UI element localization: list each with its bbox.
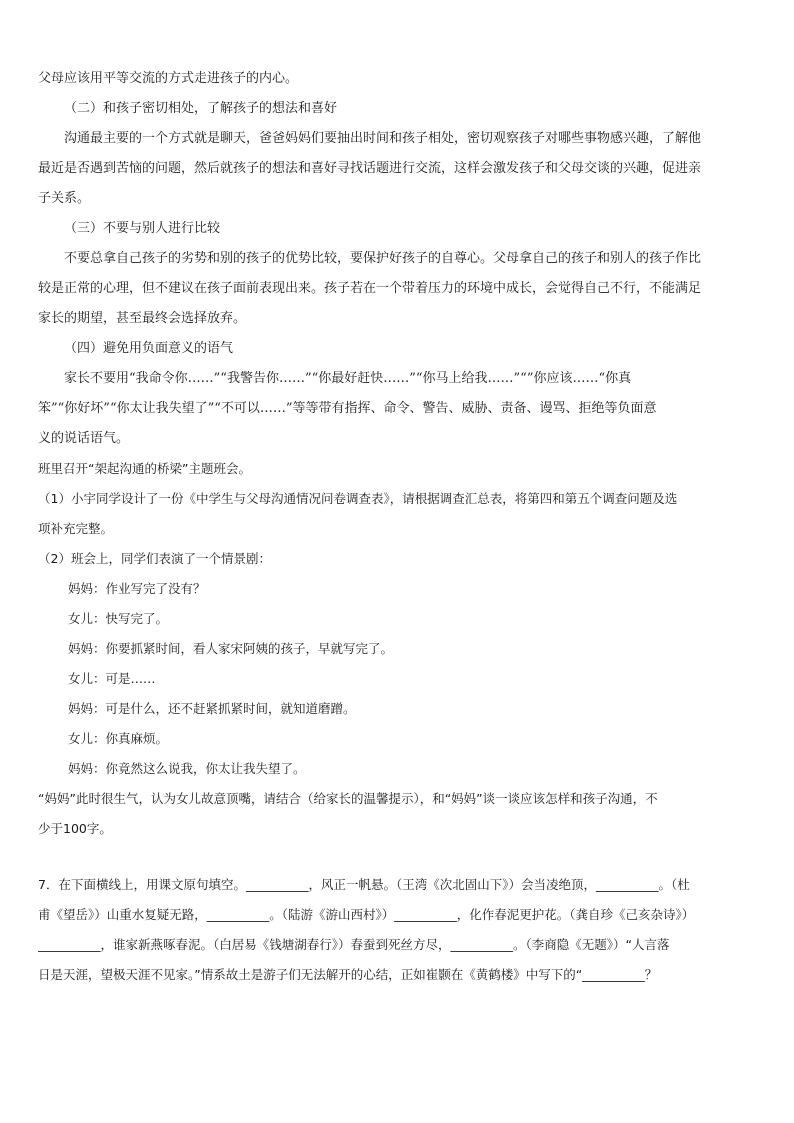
article-line: 较是正常的心理，但不建议在孩子面前表现出来。孩子若在一个带着压力的环境中成长，会觉得自己不行，不能满足	[38, 281, 702, 296]
article-line: 沟通最主要的一个方式就是聊天，爸爸妈妈们要抽出时间和孩子相处，密切观察孩子对哪些事物感兴趣，了解他	[64, 131, 702, 146]
section-heading-2: （二）和孩子密切相处，了解孩子的想法和喜好	[64, 101, 338, 116]
article-line: 家长的期望，甚至最终会选择放弃。	[38, 311, 247, 326]
question-2: （2）班会上，同学们表演了一个情景剧：	[38, 551, 271, 566]
dialogue-line: 妈妈：你要抓紧时间，看人家宋阿姨的孩子，早就写完了。	[68, 641, 394, 656]
question-7-cont: 甫《望岳》）山重水复疑无路，__________。（陆游《游山西村》）__________，化作春泥更护花。（龚自珍《己亥杂诗》）	[38, 907, 695, 922]
dialogue-line: 妈妈：可是什么，还不赶紧抓紧时间，就知道磨蹭。	[68, 701, 356, 716]
section-heading-4: （四）避免用负面意义的语气	[64, 341, 234, 356]
dialogue-line: 女儿：快写完了。	[68, 611, 169, 626]
article-line: 义的说话语气。	[38, 431, 130, 446]
question-1-cont: 项补充完整。	[38, 521, 114, 536]
question-2-prompt: “妈妈”此时很生气，认为女儿故意顶嘴，请结合（给家长的温馨提示），和“妈妈”谈一谈应该怎样和孩子沟通，不	[38, 791, 658, 806]
dialogue-line: 妈妈：你竟然这么说我，你太让我失望了。	[68, 761, 306, 776]
dialogue-line: 女儿：你真麻烦。	[68, 731, 169, 746]
article-line: 子关系。	[38, 191, 91, 206]
task-intro: 班里召开“架起沟通的桥梁”主题班会。	[38, 461, 251, 476]
article-line: 最近是否遇到苦恼的问题，然后就孩子的想法和喜好寻找话题进行交流，这样会激发孩子和父母交谈的兴趣，促进亲	[38, 161, 702, 176]
question-2-prompt-cont: 少于100字。	[38, 821, 112, 836]
question-1: （1）小宇同学设计了一份《中学生与父母沟通情况问卷调查表》，请根据调查汇总表，将第四和第五个调查问题及选	[38, 491, 678, 506]
question-7: 7．在下面横线上，用课文原句填空。__________，风正一帆悬。（王湾《次北固山下》）会当凌绝顶，__________。（杜	[38, 877, 690, 892]
section-heading-3: （三）不要与别人进行比较	[64, 221, 221, 236]
article-line: 笨”“你好坏”“你太让我失望了”“不可以……”等等带有指挥、命令、警告、威胁、责备、谩骂、拒绝等负面意	[38, 401, 657, 416]
article-line: 不要总拿自己孩子的劣势和别的孩子的优势比较，要保护好孩子的自尊心。父母拿自己的孩子和别人的孩子作比	[64, 251, 702, 266]
question-7-cont: 日是天涯，望极天涯不见家。”情系故土是游子们无法解开的心结，正如崔颢在《黄鹤楼》中写下的“__________？	[38, 967, 658, 982]
article-line: 父母应该用平等交流的方式走进孩子的内心。	[38, 71, 299, 86]
dialogue-line: 妈妈：作业写完了没有？	[68, 581, 206, 596]
question-7-cont: __________，谁家新燕啄春泥。（白居易《钱塘湖春行》）春蚕到死丝方尽，__________。（李商隐《无题》）“人言落	[38, 937, 670, 952]
article-line: 家长不要用“我命令你……”“我警告你……”“你最好赶快……”“你马上给我……”“”你应该……“你真	[64, 371, 632, 386]
dialogue-line: 女儿：可是……	[68, 671, 156, 686]
